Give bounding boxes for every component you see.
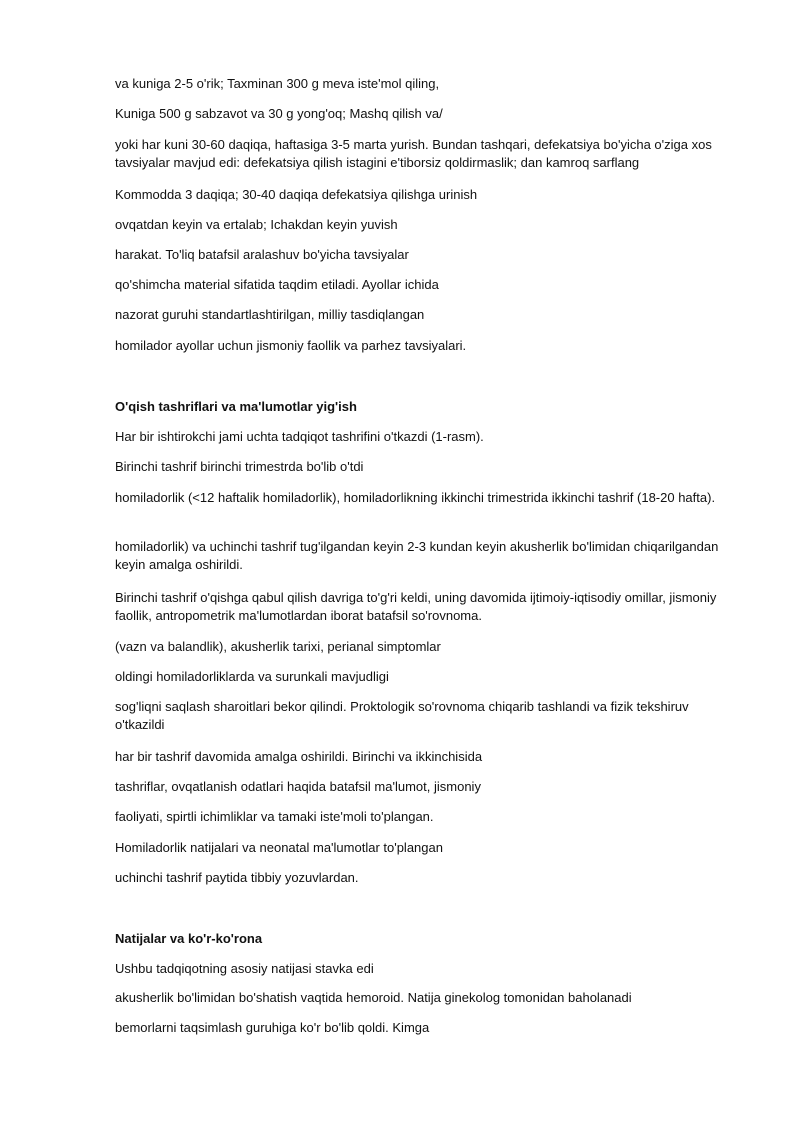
paragraph-line: oldingi homiladorliklarda va surunkali mavjudligi xyxy=(115,669,389,684)
paragraph-line: Har bir ishtirokchi jami uchta tadqiqot tashrifini o'tkazdi (1-rasm). xyxy=(115,429,484,444)
paragraph-line: Birinchi tashrif birinchi trimestrda bo'lib o'tdi xyxy=(115,459,364,474)
paragraph-line: va kuniga 2-5 o'rik; Taxminan 300 g meva iste'mol qiling, xyxy=(115,76,440,91)
paragraph: sog'liqni saqlash sharoitlari bekor qilindi. Proktologik so'rovnoma chiqarib tashlandi va fizik tekshiruv o'tkazildi xyxy=(115,699,689,732)
paragraph-line: uchinchi tashrif paytida tibbiy yozuvlardan. xyxy=(115,870,359,885)
section-heading-outcomes: Natijalar va ko'r-ko'rona xyxy=(115,931,263,946)
paragraph-line: Ushbu tadqiqotning asosiy natijasi stavka edi xyxy=(115,961,374,976)
paragraph-line: Kuniga 500 g sabzavot va 30 g yong'oq; Mashq qilish va/ xyxy=(115,106,443,121)
paragraph-line: nazorat guruhi standartlashtirilgan, milliy tasdiqlangan xyxy=(115,307,425,322)
paragraph: yoki har kuni 30-60 daqiqa, haftasiga 3-5 marta yurish. Bundan tashqari, defekatsiya bo'yicha o'ziga xos tavsiyalar mavjud edi: defekatsiya qilish istagini e'tiborsiz qoldirmaslik; dan kamroq sarflang xyxy=(115,137,712,170)
section-heading-visits: O'qish tashriflari va ma'lumotlar yig'ish xyxy=(115,399,357,414)
paragraph-line: bemorlarni taqsimlash guruhiga ko'r bo'lib qoldi. Kimga xyxy=(115,1020,430,1035)
paragraph-line: (vazn va balandlik), akusherlik tarixi, perianal simptomlar xyxy=(115,639,441,654)
paragraph: homiladorlik) va uchinchi tashrif tug'ilgandan keyin 2-3 kundan keyin akusherlik bo'limidan chiqarilgandan keyin amalga oshirildi. xyxy=(115,539,719,572)
paragraph-line: akusherlik bo'limidan bo'shatish vaqtida hemoroid. Natija ginekolog tomonidan baholanadi xyxy=(115,990,632,1005)
paragraph-line: har bir tashrif davomida amalga oshirildi. Birinchi va ikkinchisida xyxy=(115,749,483,764)
paragraph-line: ovqatdan keyin va ertalab; Ichakdan keyin yuvish xyxy=(115,217,398,232)
paragraph-line: Homiladorlik natijalari va neonatal ma'lumotlar to'plangan xyxy=(115,840,443,855)
paragraph-line: tashriflar, ovqatlanish odatlari haqida batafsil ma'lumot, jismoniy xyxy=(115,779,481,794)
paragraph-line: qo'shimcha material sifatida taqdim etiladi. Ayollar ichida xyxy=(115,277,439,292)
paragraph-line: faoliyati, spirtli ichimliklar va tamaki iste'moli to'plangan. xyxy=(115,809,434,824)
paragraph-line: harakat. To'liq batafsil aralashuv bo'yicha tavsiyalar xyxy=(115,247,409,262)
paragraph-line: homilador ayollar uchun jismoniy faollik va parhez tavsiyalari. xyxy=(115,338,467,353)
paragraph-line: Kommodda 3 daqiqa; 30-40 daqiqa defekatsiya qilishga urinish xyxy=(115,187,478,202)
paragraph: homiladorlik (<12 haftalik homiladorlik), homiladorlikning ikkinchi trimestrida ikkinchi tashrif (18-20 hafta). xyxy=(115,490,716,505)
paragraph: Birinchi tashrif o'qishga qabul qilish davriga to'g'ri keldi, uning davomida ijtimoiy-iqtisodiy omillar, jismoniy faollik, antropometrik ma'lumotlardan iborat batafsil so'rovnoma. xyxy=(115,590,717,623)
